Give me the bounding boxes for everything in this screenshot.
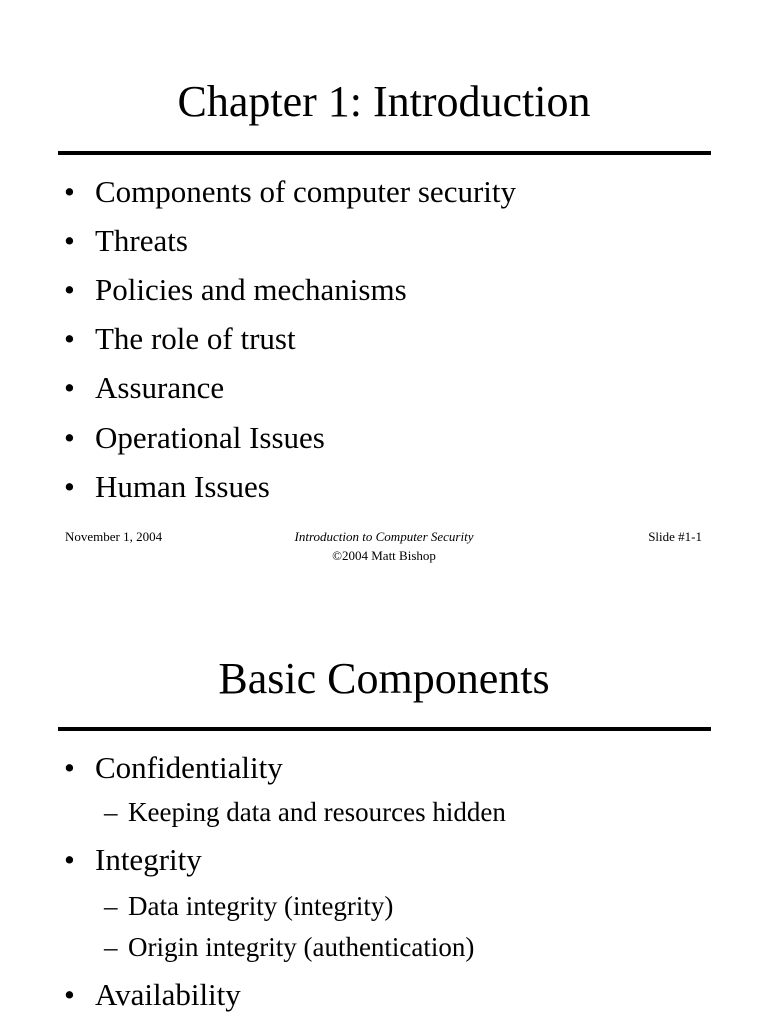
bullet-icon: • — [64, 469, 75, 504]
sub-bullet-item — [0, 930, 768, 964]
footer-date: November 1, 2004 — [65, 529, 163, 544]
bullet-icon: • — [64, 842, 75, 877]
footer-slide-number: Slide #1-1 — [648, 529, 702, 544]
bullet-text: Integrity — [95, 842, 202, 877]
sub-bullet-item — [0, 889, 768, 923]
bullet-item — [0, 172, 768, 212]
slide-title: Chapter 1: Introduction — [177, 77, 591, 126]
bullet-item — [0, 467, 768, 507]
bullet-icon: • — [64, 420, 75, 455]
bullet-text: Confidentiality — [95, 750, 283, 785]
title-divider — [58, 151, 711, 155]
bullet-icon: • — [64, 370, 75, 405]
sub-bullet-text: Origin integrity (authentication) — [128, 932, 475, 962]
bullet-text: Human Issues — [95, 469, 270, 504]
footer-course-title: Introduction to Computer Security — [294, 529, 474, 544]
bullet-text: Assurance — [95, 370, 225, 405]
bullet-item — [0, 418, 768, 458]
bullet-text: Policies and mechanisms — [95, 272, 407, 307]
dash-icon: – — [104, 932, 118, 962]
bullet-icon: • — [64, 223, 75, 258]
bullet-text: The role of trust — [95, 321, 296, 356]
bullet-item — [0, 270, 768, 310]
bullet-icon: • — [64, 272, 75, 307]
bullet-icon: • — [64, 321, 75, 356]
bullet-icon: • — [64, 174, 75, 209]
sub-bullet-text: Keeping data and resources hidden — [128, 797, 506, 827]
bullet-item — [0, 840, 768, 880]
bullet-item — [0, 319, 768, 359]
slide-title: Basic Components — [218, 654, 550, 703]
slide-2 — [0, 575, 768, 1024]
bullet-text: Availability — [95, 977, 241, 1012]
bullet-item — [0, 975, 768, 1015]
dash-icon: – — [104, 891, 118, 921]
dash-icon: – — [104, 797, 118, 827]
bullet-item — [0, 748, 768, 788]
footer-copyright: ©2004 Matt Bishop — [332, 548, 436, 563]
bullet-text: Threats — [95, 223, 188, 258]
sub-bullet-item — [0, 795, 768, 829]
sub-bullet-text: Data integrity (integrity) — [128, 891, 394, 921]
bullet-text: Components of computer security — [95, 174, 516, 209]
bullet-icon: • — [64, 977, 75, 1012]
bullet-icon: • — [64, 750, 75, 785]
title-divider — [58, 727, 711, 731]
bullet-text: Operational Issues — [95, 420, 325, 455]
bullet-item — [0, 221, 768, 261]
bullet-item — [0, 368, 768, 408]
